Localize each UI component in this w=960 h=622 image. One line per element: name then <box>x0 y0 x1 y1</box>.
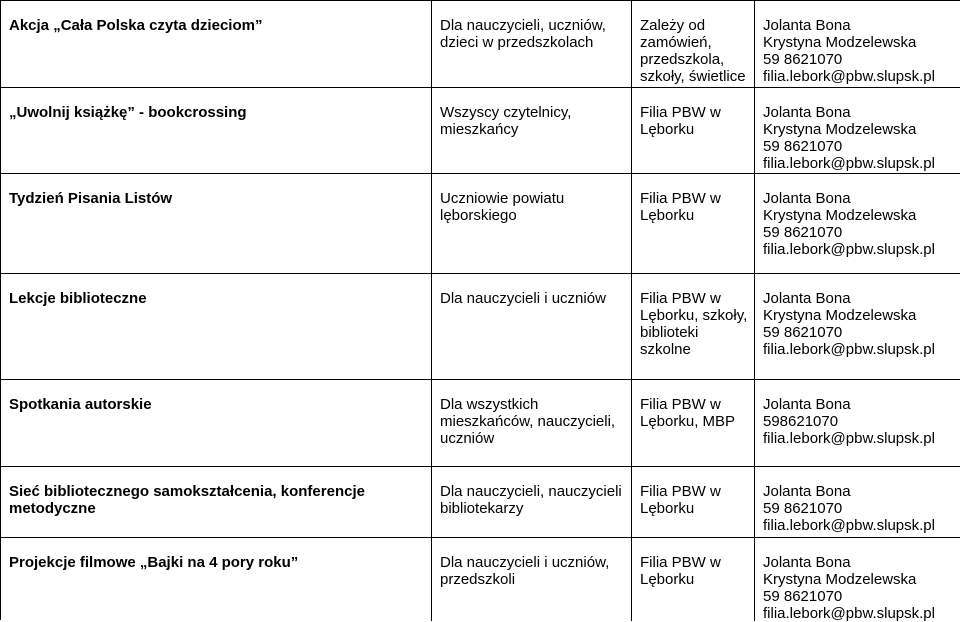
audience-line: dzieci w przedszkolach <box>440 34 594 51</box>
place-cell <box>632 174 755 274</box>
place-line: Lęborku <box>640 207 695 224</box>
audience-line: przedszkoli <box>440 571 516 588</box>
event-title: Tydzień Pisania Listów <box>9 190 173 207</box>
audience-line: Dla nauczycieli, nauczycieli <box>440 483 622 500</box>
contact-line: Jolanta Bona <box>763 396 851 413</box>
audience-cell <box>432 274 632 380</box>
place-line: Filia PBW w <box>640 290 721 307</box>
contact-email[interactable]: filia.lebork@pbw.slupsk.pl <box>763 341 935 358</box>
event-title: Lekcje biblioteczne <box>9 290 147 307</box>
table-row <box>1 88 960 174</box>
event-title-cell <box>1 174 432 274</box>
place-line: Filia PBW w <box>640 396 721 413</box>
contact-line: 59 8621070 <box>763 224 843 241</box>
event-title: Akcja „Cała Polska czyta dzieciom” <box>9 17 263 34</box>
place-cell <box>632 538 755 621</box>
event-title: „Uwolnij książkę” - bookcrossing <box>9 104 247 121</box>
event-title-cell <box>1 88 432 174</box>
contact-line: Krystyna Modzelewska <box>763 121 917 138</box>
audience-cell <box>432 467 632 538</box>
table-row <box>1 1 960 88</box>
place-line: Lęborku <box>640 121 695 138</box>
contact-line: Krystyna Modzelewska <box>763 34 917 51</box>
contact-line: Jolanta Bona <box>763 190 851 207</box>
contact-line: 59 8621070 <box>763 324 843 341</box>
contact-email[interactable]: filia.lebork@pbw.slupsk.pl <box>763 517 935 534</box>
contact-cell <box>755 380 960 467</box>
table-row <box>1 174 960 274</box>
contact-cell <box>755 88 960 174</box>
place-line: przedszkola, <box>640 51 725 68</box>
audience-cell <box>432 88 632 174</box>
contact-email[interactable]: filia.lebork@pbw.slupsk.pl <box>763 68 935 85</box>
audience-cell <box>432 538 632 621</box>
contact-cell <box>755 1 960 88</box>
contact-line: 598621070 <box>763 413 839 430</box>
audience-cell <box>432 1 632 88</box>
contact-cell <box>755 174 960 274</box>
contact-cell <box>755 274 960 380</box>
contact-email[interactable]: filia.lebork@pbw.slupsk.pl <box>763 155 935 172</box>
place-cell <box>632 274 755 380</box>
audience-line: Dla wszystkich <box>440 396 539 413</box>
audience-cell <box>432 174 632 274</box>
contact-line: Jolanta Bona <box>763 104 851 121</box>
contact-line: Jolanta Bona <box>763 483 851 500</box>
contact-cell <box>755 538 960 621</box>
contact-line: Krystyna Modzelewska <box>763 307 917 324</box>
audience-line: mieszkańcy <box>440 121 519 138</box>
place-cell <box>632 467 755 538</box>
place-line: Zależy od <box>640 17 706 34</box>
contact-email[interactable]: filia.lebork@pbw.slupsk.pl <box>763 605 935 622</box>
table-row <box>1 538 960 621</box>
table-row <box>1 380 960 467</box>
contact-cell <box>755 467 960 538</box>
contact-line: 59 8621070 <box>763 588 843 605</box>
contact-line: Jolanta Bona <box>763 17 851 34</box>
contact-line: 59 8621070 <box>763 51 843 68</box>
place-line: Lęborku, szkoły, <box>640 307 748 324</box>
event-title: Projekcje filmowe „Bajki na 4 pory roku” <box>9 554 299 571</box>
place-line: Lęborku <box>640 571 695 588</box>
audience-line: lęborskiego <box>440 207 517 224</box>
audience-line: Dla nauczycieli i uczniów, <box>440 554 610 571</box>
place-line: Filia PBW w <box>640 483 721 500</box>
audience-line: Wszyscy czytelnicy, <box>440 104 572 121</box>
place-line: szkolne <box>640 341 691 358</box>
audience-line: Dla nauczycieli, uczniów, <box>440 17 606 34</box>
table-row <box>1 274 960 380</box>
audience-line: uczniów <box>440 430 495 447</box>
event-title-cell <box>1 274 432 380</box>
contact-line: Jolanta Bona <box>763 290 851 307</box>
contact-line: Jolanta Bona <box>763 554 851 571</box>
contact-email[interactable]: filia.lebork@pbw.slupsk.pl <box>763 430 935 447</box>
audience-line: Uczniowie powiatu <box>440 190 565 207</box>
audience-line: Dla nauczycieli i uczniów <box>440 290 606 307</box>
contact-line: Krystyna Modzelewska <box>763 207 917 224</box>
event-title: Spotkania autorskie <box>9 396 152 413</box>
audience-cell <box>432 380 632 467</box>
place-line: zamówień, <box>640 34 712 51</box>
place-line: Lęborku, MBP <box>640 413 736 430</box>
place-line: szkoły, świetlice <box>640 68 746 85</box>
place-cell <box>632 380 755 467</box>
place-line: Lęborku <box>640 500 695 517</box>
contact-line: 59 8621070 <box>763 138 843 155</box>
table-row <box>1 467 960 538</box>
event-title-cell <box>1 467 432 538</box>
audience-line: bibliotekarzy <box>440 500 524 517</box>
place-line: Filia PBW w <box>640 554 721 571</box>
event-title-cell <box>1 380 432 467</box>
event-title: Sieć bibliotecznego samokształcenia, konferencje <box>9 483 365 500</box>
contact-line: Krystyna Modzelewska <box>763 571 917 588</box>
contact-email[interactable]: filia.lebork@pbw.slupsk.pl <box>763 241 935 258</box>
event-title-cell <box>1 1 432 88</box>
place-cell <box>632 1 755 88</box>
contact-line: 59 8621070 <box>763 500 843 517</box>
place-line: Filia PBW w <box>640 190 721 207</box>
place-cell <box>632 88 755 174</box>
event-title: metodyczne <box>9 500 96 517</box>
place-line: biblioteki <box>640 324 699 341</box>
audience-line: mieszkańców, nauczycieli, <box>440 413 616 430</box>
place-line: Filia PBW w <box>640 104 721 121</box>
event-title-cell <box>1 538 432 621</box>
